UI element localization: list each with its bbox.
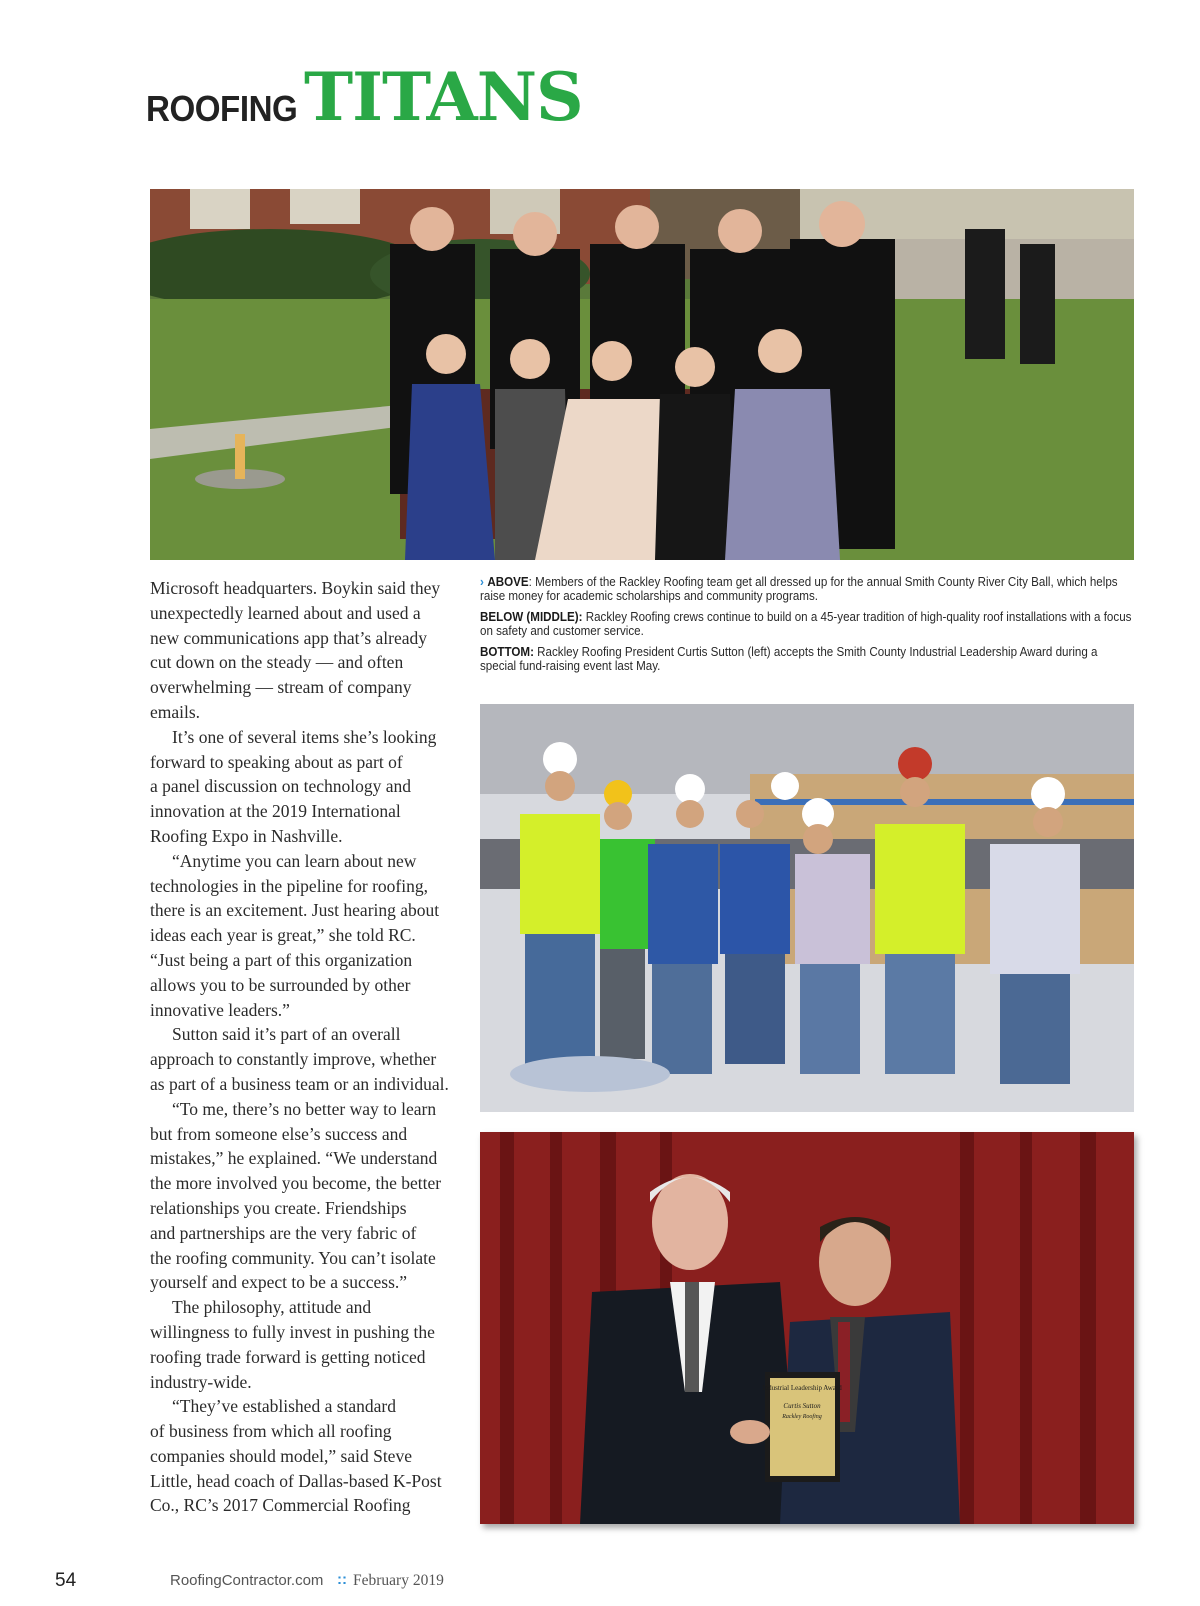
article-line: a panel discussion on technology and <box>150 776 411 797</box>
article-line: technologies in the pipeline for roofing, <box>150 875 428 896</box>
article-line: new communications app that’s already <box>150 627 428 648</box>
article-line: and partnerships are the very fabric of <box>150 1222 417 1243</box>
article-line: The philosophy, attitude and <box>172 1297 372 1318</box>
article-line: cut down on the steady — and often <box>150 652 404 673</box>
article-body <box>150 576 470 1518</box>
plaque-name: Curtis Sutton <box>783 1402 821 1410</box>
caption-middle <box>480 610 1136 637</box>
article-line: yourself and expect to be a success.” <box>150 1272 408 1293</box>
caption-middle-text: Rackley Roofing crews continue to build on a 45-year tradition of high-quality roof installations with a focus on safety and customer service. <box>480 609 1132 638</box>
plaque-title: Industrial Leadership Award <box>762 1384 842 1392</box>
caption-bottom-label: BOTTOM: <box>480 644 534 660</box>
article-line: Roofing Expo in Nashville. <box>150 825 343 846</box>
article-line: Sutton said it’s part of an overall <box>172 1024 401 1045</box>
article-line: emails. <box>150 701 201 722</box>
caption-bottom <box>480 645 1136 672</box>
article-line: approach to constantly improve, whether <box>150 1049 437 1070</box>
article-line: forward to speaking about as part of <box>150 751 403 772</box>
article-line: as part of a business team or an individual. <box>150 1073 449 1094</box>
photo-captions <box>480 575 1140 681</box>
article-line: companies should model,” said Steve <box>150 1445 412 1466</box>
article-line: “They’ve established a standard <box>172 1396 397 1417</box>
roofing-crew-photo <box>480 704 1134 1112</box>
article-line: overwhelming — stream of company <box>150 677 412 698</box>
article-line: Microsoft headquarters. Boykin said they <box>150 578 441 598</box>
caption-above-text: : Members of the Rackley Roofing team get all dressed up for the annual Smith County River City Ball, which helps raise money for academic scholarships and community programs. <box>480 574 1118 603</box>
article-line: allows you to be surrounded by other <box>150 974 411 995</box>
article-line: unexpectedly learned about and used a <box>150 602 421 623</box>
article-line: industry-wide. <box>150 1371 252 1392</box>
article-line: relationships you create. Friendships <box>150 1197 407 1218</box>
caption-above <box>480 575 1136 602</box>
article-line: innovation at the 2019 International <box>150 801 401 822</box>
caption-middle-label: BELOW (MIDDLE): <box>480 609 583 625</box>
article-line: but from someone else’s success and <box>150 1123 408 1144</box>
plaque-company: Rackley Roofing <box>782 1414 822 1420</box>
article-line: the roofing community. You can’t isolate <box>150 1247 436 1268</box>
footer-date: February 2019 <box>353 1572 444 1589</box>
page-number: 54 <box>55 1570 77 1591</box>
article-line: “Just being a part of this organization <box>150 949 413 970</box>
article-line: innovative leaders.” <box>150 999 290 1020</box>
article-line: roofing trade forward is getting noticed <box>150 1346 426 1367</box>
page-footer <box>55 1570 1155 1594</box>
header-titans: TITANS <box>304 58 583 136</box>
article-line: It’s one of several items she’s looking <box>172 726 437 747</box>
caption-above-label: ABOVE <box>487 574 529 589</box>
article-line: Little, head coach of Dallas-based K-Post <box>150 1470 442 1491</box>
article-line: “To me, there’s no better way to learn <box>172 1098 437 1119</box>
article-line: “Anytime you can learn about new <box>172 850 417 871</box>
caption-bottom-text: Rackley Roofing President Curtis Sutton (left) accepts the Smith County Industrial Leadership Award during a special fund-raising event last May. <box>480 644 1098 673</box>
award-presentation-photo <box>480 1132 1134 1524</box>
article-line: mistakes,” he explained. “We understand <box>150 1148 438 1169</box>
article-line: there is an excitement. Just hearing about <box>150 900 440 921</box>
caption-arrow-icon: › <box>480 574 484 589</box>
article-line: the more involved you become, the better <box>150 1173 442 1194</box>
footer-separator: :: <box>337 1571 347 1588</box>
article-line: Co., RC’s 2017 Commercial Roofing <box>150 1495 411 1516</box>
footer-site: RoofingContractor.com <box>170 1572 324 1589</box>
article-line: of business from which all roofing <box>150 1421 392 1442</box>
article-line: ideas each year is great,” she told RC. <box>150 925 416 946</box>
gala-group-photo <box>150 189 1134 560</box>
header-roofing: ROOFING <box>146 88 298 129</box>
article-line: willingness to fully invest in pushing the <box>150 1321 435 1342</box>
